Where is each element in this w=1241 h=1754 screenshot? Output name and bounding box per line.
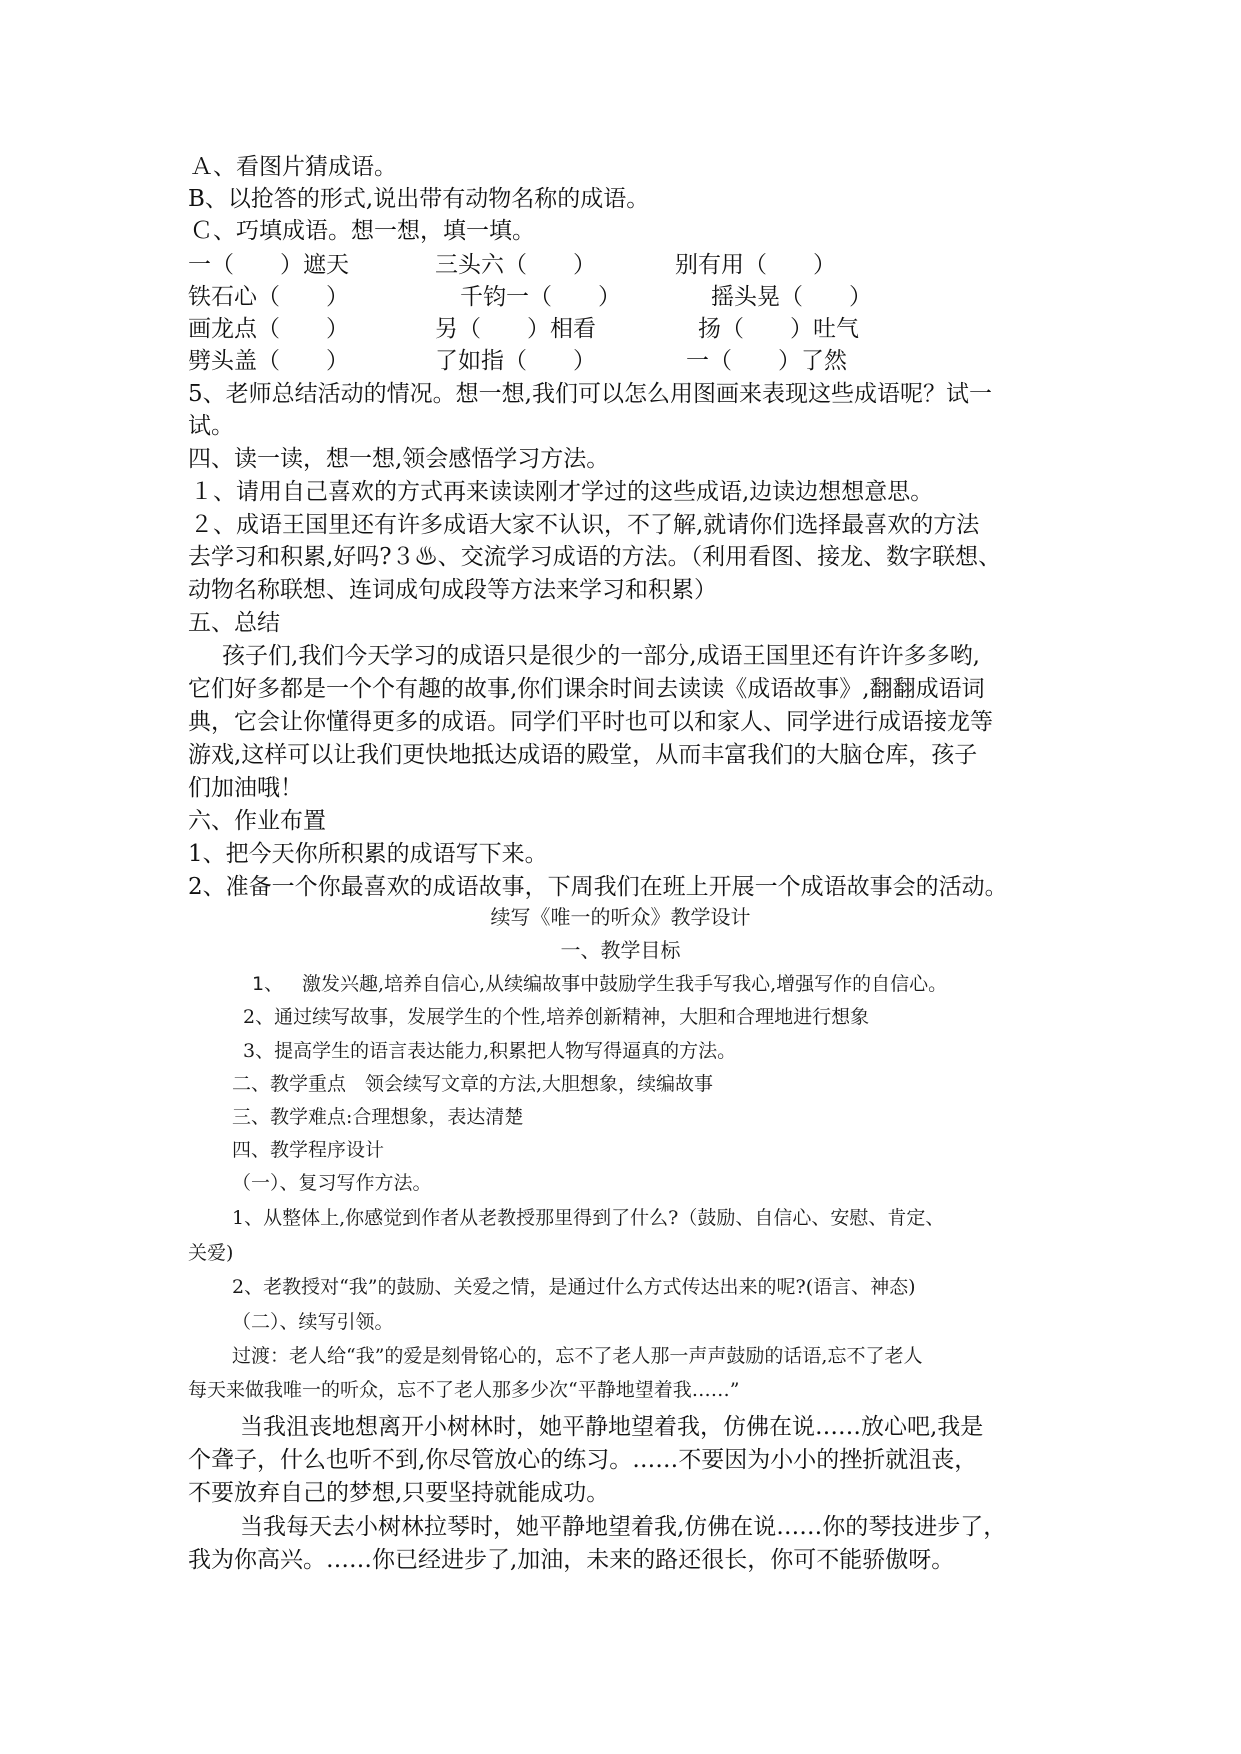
idiom-blank: 一（ ）遮天 [188,252,349,278]
subsection-heading: （一）、复习写作方法。 [232,1172,432,1194]
paragraph-line: 游戏,这样可以让我们更快地抵达成语的殿堂，从而丰富我们的大脑仓库，孩子 [188,742,978,768]
paragraph-line: １、请用自己喜欢的方式再来读读刚才学过的这些成语,边读边想想意思。 [190,479,934,505]
idiom-blank: 千钧一（ ） [460,284,621,310]
idiom-blank: 劈头盖（ ） [188,348,349,374]
idiom-blank: 了如指（ ） [435,348,596,374]
activity-a: Ａ、看图片猜成语。 [190,154,397,180]
paragraph-line: 不要放弃自己的梦想,只要坚持就能成功。 [188,1480,610,1506]
paragraph-line: 试。 [188,413,234,439]
idiom-blank: 摇头晃（ ） [711,284,872,310]
paragraph-line: 每天来做我唯一的听众，忘不了老人那多少次“平静地望着我……” [188,1379,740,1401]
homework-item: 1、把今天你所积累的成语写下来。 [188,841,548,867]
activity-c: Ｃ、巧填成语。想一想，填一填。 [190,218,535,244]
idiom-blank: 画龙点（ ） [188,316,349,342]
idiom-blank: 扬（ ）吐气 [698,316,859,342]
paragraph-line: 5、老师总结活动的情况。想一想,我们可以怎么用图画来表现这些成语呢？试一 [188,381,992,407]
paragraph-line: 孩子们,我们今天学习的成语只是很少的一部分,成语王国里还有许许多多哟, [222,643,980,669]
idiom-blank: 三头六（ ） [435,252,596,278]
section-heading: 三、教学难点:合理想象，表达清楚 [232,1106,524,1128]
paragraph-line: 我为你高兴。……你已经进步了,加油，未来的路还很长，你可不能骄傲呀。 [188,1547,955,1573]
paragraph-line: 过渡：老人给“我”的爱是刻骨铭心的，忘不了老人那一声声鼓励的话语,忘不了老人 [232,1345,923,1367]
subsection-heading: （二）、续写引领。 [232,1311,394,1333]
idiom-blank: 一（ ）了然 [686,348,847,374]
paragraph-line: 它们好多都是一个个有趣的故事,你们课余时间去读读《成语故事》,翻翻成语词 [188,676,985,702]
goal-item: 激发兴趣,培养自信心,从续编故事中鼓励学生我手写我心,增强写作的自信心。 [302,973,948,995]
goal-item: 3、提高学生的语言表达能力,积累把人物写得逼真的方法。 [243,1040,737,1062]
paragraph-line: 动物名称联想、连词成句成段等方法来学习和积累） [188,577,717,603]
paragraph-line: 个聋子，什么也听不到,你尽管放心的练习。……不要因为小小的挫折就沮丧， [188,1447,978,1473]
paragraph-line: 1、从整体上,你感觉到作者从老教授那里得到了什么?（鼓励、自信心、安慰、肯定、 [232,1207,945,1229]
lesson-title: 续写《唯一的听众》教学设计 [490,905,751,929]
activity-b: B、以抢答的形式,说出带有动物名称的成语。 [188,186,650,212]
paragraph-line: 去学习和积累,好吗?３♨、交流学习成语的方法。（利用看图、接龙、数字联想、 [188,544,1002,570]
paragraph-line: 关爱) [188,1242,234,1264]
idiom-blank: 别有用（ ） [675,252,836,278]
paragraph-line: 们加油哦！ [188,775,303,801]
section-heading: 六、作业布置 [188,808,326,834]
paragraph-line: ２、成语王国里还有许多成语大家不认识，不了解,就请你们选择最喜欢的方法 [190,512,980,538]
paragraph-line: 当我沮丧地想离开小树林时，她平静地望着我，仿佛在说……放心吧,我是 [240,1414,984,1440]
section-heading: 五、总结 [188,610,280,636]
paragraph-line: 当我每天去小树林拉琴时，她平静地望着我,仿佛在说……你的琴技进步了， [240,1514,1007,1540]
homework-item: 2、准备一个你最喜欢的成语故事，下周我们在班上开展一个成语故事会的活动。 [188,874,1008,900]
goal-number: 1、 [252,973,284,995]
paragraph-line: 2、老教授对“我”的鼓励、关爱之情，是通过什么方式传达出来的呢?(语言、神态) [232,1276,916,1298]
paragraph-line: 典，它会让你懂得更多的成语。同学们平时也可以和家人、同学进行成语接龙等 [188,709,993,735]
section-heading: 一、教学目标 [560,938,681,962]
section-heading: 四、教学程序设计 [232,1139,385,1161]
idiom-blank: 另（ ）相看 [435,316,596,342]
idiom-blank: 铁石心（ ） [188,284,349,310]
section-heading: 二、教学重点 领会续写文章的方法,大胆想象，续编故事 [232,1073,714,1095]
goal-item: 2、通过续写故事，发展学生的个性,培养创新精神，大胆和合理地进行想象 [243,1006,870,1028]
section-heading: 四、读一读，想一想,领会感悟学习方法。 [188,446,610,472]
